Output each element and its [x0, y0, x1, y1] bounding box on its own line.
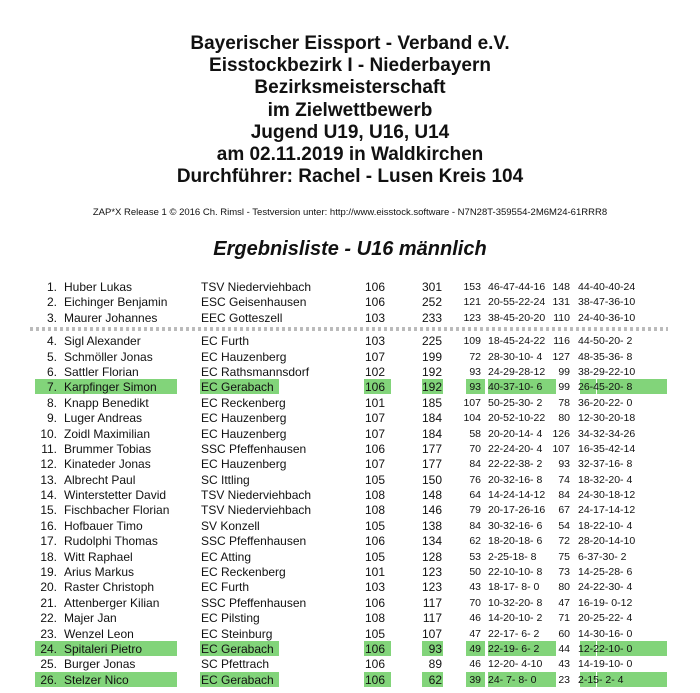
header-line-age-groups: Jugend U19, U16, U14 — [250, 121, 450, 143]
rank-cell: 7. — [46, 380, 57, 395]
total-points-cell: 184 — [421, 411, 442, 426]
round1-detail-cell: 20-17-26-16 — [488, 504, 546, 517]
name-cell: Burger Jonas — [64, 657, 136, 672]
rank-cell: 1. — [46, 280, 57, 294]
round1-sum-cell: 43 — [469, 581, 481, 594]
round2-detail-cell: 12-22-10- 0 — [578, 642, 633, 655]
result-row — [0, 395, 700, 410]
club-number-cell: 108 — [365, 611, 386, 626]
round1-sum-cell: 84 — [469, 519, 481, 532]
name-cell: Spitaleri Pietro — [64, 641, 143, 656]
round2-detail-cell: 44-50-20- 2 — [578, 335, 633, 348]
round2-detail-cell: 2-15- 2- 4 — [578, 673, 624, 686]
round1-sum-cell: 107 — [463, 396, 481, 409]
rank-cell: 14. — [40, 488, 57, 503]
round2-detail-cell: 36-20-22- 0 — [578, 396, 633, 409]
round1-detail-cell: 20-20-14- 4 — [488, 427, 543, 440]
round1-detail-cell: 30-32-16- 6 — [488, 519, 543, 532]
club-cell: SSC Pfeffenhausen — [201, 595, 307, 610]
club-cell: SSC Pfeffenhausen — [201, 441, 307, 456]
round1-sum-cell: 104 — [463, 412, 481, 425]
header-line-date-place: am 02.11.2019 in Waldkirchen — [216, 144, 484, 166]
result-row — [0, 379, 700, 394]
total-points-cell: 177 — [421, 441, 442, 456]
name-cell: Brummer Tobias — [64, 441, 152, 456]
round2-sum-cell: 84 — [558, 489, 570, 502]
name-cell: Sattler Florian — [64, 364, 139, 379]
header-line-organizer: Durchführer: Rachel - Lusen Kreis 104 — [176, 166, 524, 188]
total-points-cell: 117 — [422, 595, 442, 610]
round1-sum-cell: 76 — [469, 473, 481, 486]
rank-cell: 5. — [46, 349, 57, 364]
name-cell: Fischbacher Florian — [64, 503, 170, 518]
rank-cell: 25. — [40, 657, 57, 672]
rank-cell: 10. — [40, 426, 57, 441]
total-points-cell: 93 — [428, 641, 442, 656]
round2-detail-cell: 6-37-30- 2 — [578, 550, 627, 563]
round2-detail-cell: 24-40-36-10 — [578, 311, 636, 324]
round2-detail-cell: 18-32-20- 4 — [578, 473, 633, 486]
club-cell: EC Hauzenberg — [201, 349, 287, 364]
rank-cell: 6. — [46, 364, 57, 379]
round1-sum-cell: 70 — [469, 442, 481, 455]
total-points-cell: 117 — [422, 611, 442, 626]
club-number-cell: 107 — [365, 411, 386, 426]
result-row — [0, 349, 700, 364]
round2-sum-cell: 67 — [558, 504, 570, 517]
round2-sum-cell: 93 — [558, 458, 570, 471]
name-cell: Knapp Benedikt — [64, 395, 149, 410]
name-cell: Zoidl Maximilian — [64, 426, 151, 441]
round1-detail-cell: 22-10-10- 8 — [488, 566, 543, 579]
result-row — [0, 641, 700, 656]
club-number-cell: 106 — [365, 534, 386, 549]
result-row — [0, 487, 700, 502]
rank-cell: 9. — [46, 411, 57, 426]
total-points-cell: 177 — [421, 457, 442, 472]
club-number-cell: 105 — [365, 472, 386, 487]
result-row — [0, 502, 700, 517]
round1-sum-cell: 70 — [469, 596, 481, 609]
name-cell: Karpfinger Simon — [64, 380, 157, 395]
total-points-cell: 150 — [421, 472, 442, 487]
round2-sum-cell: 23 — [558, 673, 570, 686]
round1-sum-cell: 93 — [469, 365, 481, 378]
total-points-cell: 123 — [421, 580, 442, 595]
round2-detail-cell: 14-25-28- 6 — [578, 566, 633, 579]
result-row — [0, 626, 700, 641]
result-row — [0, 294, 700, 309]
club-number-cell: 106 — [365, 672, 386, 687]
club-number-cell: 106 — [365, 380, 386, 395]
total-points-cell: 134 — [421, 534, 442, 549]
total-points-cell: 89 — [428, 657, 442, 672]
club-number-cell: 103 — [365, 580, 386, 595]
total-points-cell: 128 — [421, 549, 442, 564]
name-cell: Schmöller Jonas — [64, 349, 153, 364]
round2-sum-cell: 74 — [558, 473, 570, 486]
round2-sum-cell: 47 — [558, 596, 570, 609]
round2-sum-cell: 80 — [558, 581, 570, 594]
club-number-cell: 108 — [365, 503, 386, 518]
name-cell: Winterstetter David — [64, 488, 167, 503]
name-cell: Raster Christoph — [64, 580, 155, 595]
rank-cell: 4. — [46, 334, 57, 349]
round2-detail-cell: 38-29-22-10 — [578, 365, 636, 378]
rank-cell: 8. — [46, 395, 57, 410]
rank-cell: 26. — [40, 672, 57, 687]
club-cell: SV Konzell — [201, 518, 260, 533]
club-number-cell: 105 — [365, 549, 386, 564]
total-points-cell: 107 — [421, 626, 442, 641]
round2-sum-cell: 43 — [558, 658, 570, 671]
round1-detail-cell: 40-37-10- 6 — [488, 381, 543, 394]
total-points-cell: 192 — [421, 380, 442, 395]
result-row — [0, 518, 700, 533]
round1-detail-cell: 22-22-38- 2 — [488, 458, 543, 471]
round1-detail-cell: 14-24-14-12 — [488, 489, 546, 502]
rank-cell: 16. — [40, 518, 57, 533]
header-line-district: Eisstockbezirk I - Niederbayern — [209, 55, 491, 77]
club-cell: EC Gerabach — [201, 672, 274, 687]
club-cell: EC Pilsting — [201, 611, 260, 626]
round1-detail-cell: 20-32-16- 8 — [488, 473, 543, 486]
club-number-cell: 103 — [365, 334, 386, 349]
name-cell: Witt Raphael — [64, 549, 133, 564]
club-number-cell: 108 — [365, 488, 386, 503]
round2-sum-cell: 107 — [552, 442, 570, 455]
result-row — [0, 610, 700, 625]
round1-detail-cell: 22-24-20- 4 — [488, 442, 543, 455]
round2-sum-cell: 73 — [558, 566, 570, 579]
round1-detail-cell: 24-29-28-12 — [488, 365, 546, 378]
club-cell: EC Hauzenberg — [201, 411, 287, 426]
round2-detail-cell: 24-17-14-12 — [578, 504, 636, 517]
round1-sum-cell: 46 — [469, 658, 481, 671]
remaining-ranks-group — [0, 333, 700, 687]
name-cell: Majer Jan — [64, 611, 117, 626]
name-cell: Sigl Alexander — [64, 334, 141, 349]
round1-detail-cell: 28-30-10- 4 — [488, 350, 543, 363]
club-number-cell: 106 — [365, 280, 386, 294]
document-header — [0, 33, 700, 188]
result-row — [0, 333, 700, 348]
club-cell: SC Pfettrach — [201, 657, 270, 672]
round2-sum-cell: 148 — [552, 281, 570, 293]
club-cell: EC Furth — [201, 580, 250, 595]
result-row — [0, 426, 700, 441]
round2-sum-cell: 44 — [558, 642, 570, 655]
round1-sum-cell: 49 — [469, 642, 481, 655]
name-cell: Arius Markus — [64, 565, 135, 580]
rank-cell: 21. — [40, 595, 57, 610]
name-cell: Luger Andreas — [64, 411, 143, 426]
result-row — [0, 279, 700, 294]
result-row — [0, 656, 700, 671]
rank-cell: 22. — [40, 611, 57, 626]
round2-detail-cell: 48-35-36- 8 — [578, 350, 633, 363]
podium-separator — [0, 325, 700, 333]
round1-sum-cell: 109 — [463, 335, 481, 348]
result-row — [0, 472, 700, 487]
rank-cell: 23. — [40, 626, 57, 641]
round2-sum-cell: 110 — [553, 311, 570, 324]
round1-detail-cell: 18-20-18- 6 — [488, 535, 543, 548]
round1-detail-cell: 38-45-20-20 — [488, 311, 546, 324]
club-number-cell: 106 — [365, 295, 386, 310]
name-cell: Maurer Johannes — [64, 310, 158, 325]
round1-detail-cell: 22-17- 6- 2 — [488, 627, 540, 640]
club-number-cell: 106 — [365, 441, 386, 456]
result-row — [0, 364, 700, 379]
round1-sum-cell: 58 — [469, 427, 481, 440]
round2-sum-cell: 78 — [558, 396, 570, 409]
result-row — [0, 672, 700, 687]
club-cell: EC Atting — [201, 549, 252, 564]
round2-detail-cell: 38-47-36-10 — [578, 296, 636, 309]
results-table — [0, 279, 700, 687]
round2-sum-cell: 75 — [558, 550, 570, 563]
rank-cell: 19. — [40, 565, 57, 580]
total-points-cell: 123 — [421, 565, 442, 580]
round1-sum-cell: 53 — [469, 550, 481, 563]
name-cell: Albrecht Paul — [64, 472, 136, 487]
results-title: Ergebnisliste - U16 männlich — [213, 238, 487, 260]
result-row — [0, 595, 700, 610]
round2-sum-cell: 116 — [553, 335, 570, 348]
round2-sum-cell: 127 — [552, 350, 570, 363]
total-points-cell: 185 — [421, 395, 442, 410]
total-points-cell: 233 — [421, 310, 442, 325]
header-line-federation: Bayerischer Eissport - Verband e.V. — [190, 33, 510, 54]
name-cell: Wenzel Leon — [64, 626, 134, 641]
result-row — [0, 456, 700, 471]
round1-detail-cell: 10-32-20- 8 — [488, 596, 543, 609]
round2-sum-cell: 71 — [558, 612, 570, 625]
club-cell: EC Hauzenberg — [201, 457, 287, 472]
club-number-cell: 105 — [365, 518, 386, 533]
total-points-cell: 192 — [421, 364, 442, 379]
club-number-cell: 106 — [365, 595, 386, 610]
result-row — [0, 549, 700, 564]
rank-cell: 20. — [40, 580, 57, 595]
club-number-cell: 106 — [365, 641, 386, 656]
round1-sum-cell: 46 — [469, 612, 481, 625]
total-points-cell: 148 — [421, 488, 442, 503]
rank-cell: 17. — [40, 534, 57, 549]
round2-detail-cell: 14-30-16- 0 — [578, 627, 633, 640]
round2-detail-cell: 44-40-40-24 — [578, 281, 636, 293]
round1-sum-cell: 39 — [469, 673, 481, 686]
rank-cell: 2. — [46, 295, 57, 310]
club-cell: EC Rathsmannsdorf — [201, 364, 310, 379]
round2-detail-cell: 12-30-20-18 — [578, 412, 636, 425]
round1-detail-cell: 24- 7- 8- 0 — [488, 673, 537, 686]
total-points-cell: 146 — [421, 503, 442, 518]
club-number-cell: 105 — [365, 626, 386, 641]
total-points-cell: 138 — [421, 518, 442, 533]
name-cell: Rudolphi Thomas — [64, 534, 158, 549]
rank-cell: 18. — [40, 549, 57, 564]
round2-sum-cell: 131 — [552, 296, 570, 309]
round1-detail-cell: 2-25-18- 8 — [488, 550, 537, 563]
round2-detail-cell: 26-45-20- 8 — [578, 381, 633, 394]
header-line-discipline: im Zielwettbewerb — [267, 99, 433, 121]
rank-cell: 13. — [40, 472, 57, 487]
club-number-cell: 103 — [365, 310, 386, 325]
club-number-cell: 102 — [365, 364, 386, 379]
club-cell: EEC Gotteszell — [201, 310, 283, 325]
round1-detail-cell: 14-20-10- 2 — [488, 612, 543, 625]
round1-detail-cell: 22-19- 6- 2 — [488, 642, 540, 655]
round1-sum-cell: 50 — [469, 566, 481, 579]
top-three-group — [0, 279, 700, 325]
round1-sum-cell: 62 — [469, 535, 481, 548]
round1-sum-cell: 72 — [469, 350, 481, 363]
round1-sum-cell: 79 — [469, 504, 481, 517]
total-points-cell: 225 — [421, 334, 442, 349]
round2-detail-cell: 14-19-10- 0 — [578, 658, 633, 671]
club-number-cell: 106 — [365, 657, 386, 672]
result-row — [0, 410, 700, 425]
round2-sum-cell: 99 — [558, 365, 570, 378]
club-number-cell: 107 — [365, 426, 386, 441]
result-row — [0, 310, 700, 325]
club-cell: EC Steinburg — [201, 626, 273, 641]
club-cell: TSV Niederviehbach — [201, 503, 312, 518]
result-row — [0, 579, 700, 594]
name-cell: Hofbauer Timo — [64, 518, 143, 533]
round2-sum-cell: 99 — [558, 381, 570, 394]
rank-cell: 3. — [46, 310, 57, 325]
rank-cell: 12. — [40, 457, 57, 472]
round1-sum-cell: 84 — [469, 458, 481, 471]
total-points-cell: 62 — [428, 672, 442, 687]
rank-cell: 24. — [40, 641, 57, 656]
club-number-cell: 107 — [365, 457, 386, 472]
round2-sum-cell: 126 — [552, 427, 570, 440]
round1-detail-cell: 20-55-22-24 — [488, 296, 546, 309]
club-cell: SC Ittling — [201, 472, 250, 487]
round1-detail-cell: 50-25-30- 2 — [488, 396, 543, 409]
name-cell: Attenberger Kilian — [64, 595, 160, 610]
round2-sum-cell: 80 — [558, 412, 570, 425]
round2-sum-cell: 60 — [558, 627, 570, 640]
software-credit: ZAP*X Release 1 © 2016 Ch. Rimsl - Testversion unter: http://www.eisstock.software - N7N28T-359554-2M6M24-61RRR8 — [92, 207, 608, 218]
result-row — [0, 533, 700, 548]
round1-detail-cell: 20-52-10-22 — [488, 412, 546, 425]
club-cell: EC Furth — [201, 334, 250, 349]
result-row — [0, 441, 700, 456]
name-cell: Kinateder Jonas — [64, 457, 151, 472]
club-cell: SSC Pfeffenhausen — [201, 534, 307, 549]
round2-detail-cell: 28-20-14-10 — [578, 535, 636, 548]
round2-detail-cell: 24-30-18-12 — [578, 489, 636, 502]
club-number-cell: 107 — [365, 349, 386, 364]
club-cell: EC Reckenberg — [201, 565, 286, 580]
club-cell: EC Hauzenberg — [201, 426, 287, 441]
name-cell: Eichinger Benjamin — [64, 295, 168, 310]
rank-cell: 11. — [41, 441, 57, 456]
round2-detail-cell: 20-25-22- 4 — [578, 612, 633, 625]
round2-detail-cell: 16-19- 0-12 — [578, 596, 633, 609]
club-number-cell: 101 — [365, 395, 386, 410]
club-cell: EC Gerabach — [201, 380, 274, 395]
round1-detail-cell: 12-20- 4-10 — [488, 658, 543, 671]
club-number-cell: 101 — [365, 565, 386, 580]
club-cell: EC Gerabach — [201, 641, 274, 656]
round1-detail-cell: 18-17- 8- 0 — [488, 581, 540, 594]
round2-detail-cell: 34-32-34-26 — [578, 427, 636, 440]
total-points-cell: 184 — [421, 426, 442, 441]
club-cell: TSV Niederviehbach — [201, 488, 312, 503]
total-points-cell: 199 — [421, 349, 442, 364]
result-row — [0, 564, 700, 579]
header-line-championship: Bezirksmeisterschaft — [254, 77, 446, 99]
round2-sum-cell: 72 — [558, 535, 570, 548]
total-points-cell: 301 — [421, 280, 442, 294]
round2-detail-cell: 16-35-42-14 — [578, 442, 636, 455]
name-cell: Stelzer Nico — [64, 672, 129, 687]
round1-detail-cell: 46-47-44-16 — [488, 281, 546, 293]
club-cell: TSV Niederviehbach — [201, 280, 312, 294]
round1-sum-cell: 121 — [463, 296, 481, 309]
club-cell: ESC Geisenhausen — [201, 295, 307, 310]
round2-detail-cell: 24-22-30- 4 — [578, 581, 633, 594]
rank-cell: 15. — [40, 503, 57, 518]
round1-sum-cell: 93 — [469, 381, 481, 394]
round2-sum-cell: 54 — [558, 519, 570, 532]
round1-sum-cell: 64 — [469, 489, 481, 502]
round1-detail-cell: 18-45-24-22 — [488, 335, 546, 348]
club-cell: EC Reckenberg — [201, 395, 286, 410]
round1-sum-cell: 153 — [463, 281, 481, 293]
total-points-cell: 252 — [421, 295, 442, 310]
round1-sum-cell: 123 — [463, 311, 481, 324]
name-cell: Huber Lukas — [64, 280, 133, 294]
round1-sum-cell: 47 — [469, 627, 481, 640]
round2-detail-cell: 18-22-10- 4 — [578, 519, 633, 532]
round2-detail-cell: 32-37-16- 8 — [578, 458, 633, 471]
